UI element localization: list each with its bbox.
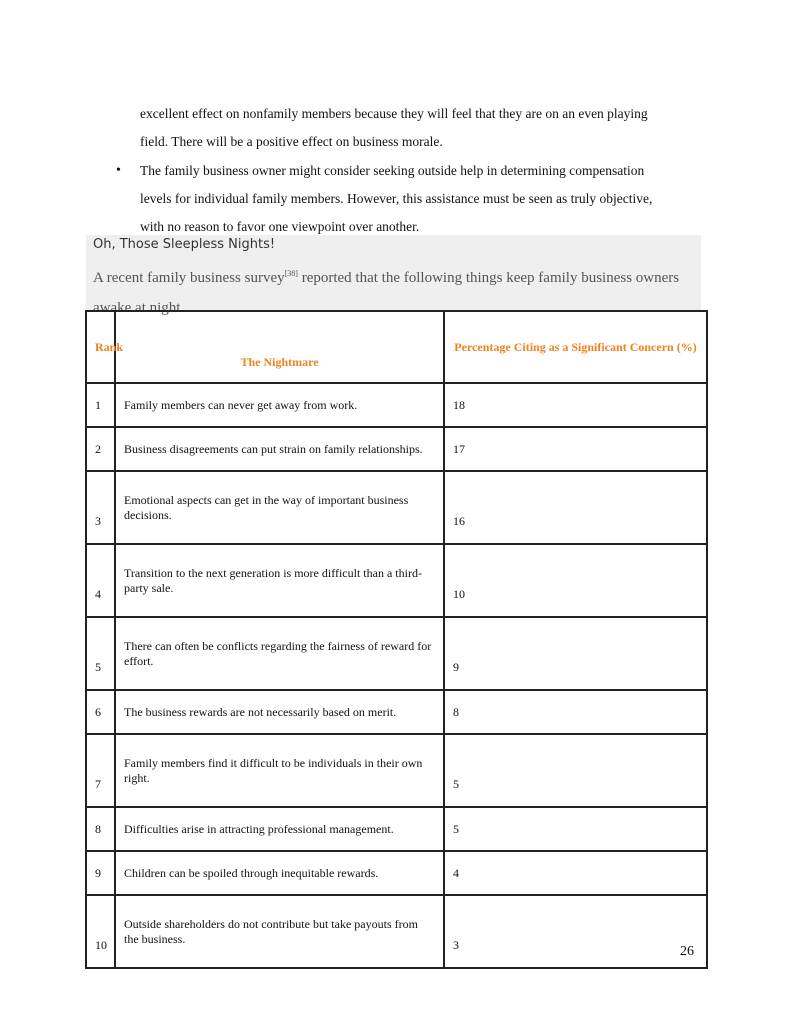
nightmare-cell: Family members can never get away from work. (115, 383, 444, 427)
table-row (86, 427, 707, 471)
nightmare-cell: Family members find it difficult to be individuals in their own right. (115, 734, 444, 807)
bullet-line: The family business owner might consider seeking outside help in determining compensation (140, 163, 645, 178)
rank-cell: 6 (86, 690, 115, 734)
table-row (86, 471, 707, 544)
nightmare-cell: Business disagreements can put strain on family relationships. (115, 427, 444, 471)
table-row (86, 895, 707, 968)
percentage-cell: 8 (444, 690, 707, 734)
table-header-row (86, 311, 707, 383)
nightmare-cell: Emotional aspects can get in the way of important business decisions. (115, 471, 444, 544)
percentage-cell: 17 (444, 427, 707, 471)
sidebar-text-start: A recent family business survey (93, 270, 285, 286)
sidebar-box (86, 235, 701, 316)
table-row (86, 383, 707, 427)
sidebar-title: Oh, Those Sleepless Nights! (93, 237, 276, 252)
header-percentage: Percentage Citing as a Significant Concern (%) (444, 311, 707, 383)
nightmare-cell: There can often be conflicts regarding the fairness of reward for effort. (115, 617, 444, 690)
rank-cell: 5 (86, 617, 115, 690)
bullet-line: levels for individual family members. However, this assistance must be seen as truly objective, (140, 191, 653, 206)
nightmare-cell: Transition to the next generation is more difficult than a third-party sale. (115, 544, 444, 617)
percentage-cell: 9 (444, 617, 707, 690)
nightmare-cell: Children can be spoiled through inequitable rewards. (115, 851, 444, 895)
nightmare-cell: Outside shareholders do not contribute but take payouts from the business. (115, 895, 444, 968)
header-nightmare: The Nightmare (115, 311, 444, 383)
nightmare-cell: Difficulties arise in attracting professional management. (115, 807, 444, 851)
rank-cell: 3 (86, 471, 115, 544)
table-row (86, 851, 707, 895)
table-row (86, 690, 707, 734)
percentage-cell: 10 (444, 544, 707, 617)
table-row (86, 734, 707, 807)
sidebar-text-end: reported that the following things keep family business owners awake at night. (93, 270, 680, 316)
rank-cell: 10 (86, 895, 115, 968)
rank-cell: 7 (86, 734, 115, 807)
percentage-cell: 5 (444, 807, 707, 851)
paragraph-line: excellent effect on nonfamily members because they will feel that they are on an even playing (140, 106, 648, 121)
header-rank: Rank (86, 311, 115, 383)
percentage-cell: 3 (444, 895, 707, 968)
percentage-cell: 5 (444, 734, 707, 807)
rank-cell: 1 (86, 383, 115, 427)
reference-link[interactable]: [38] (284, 269, 298, 278)
percentage-cell: 4 (444, 851, 707, 895)
percentage-cell: 18 (444, 383, 707, 427)
rank-cell: 9 (86, 851, 115, 895)
table-row (86, 807, 707, 851)
rank-cell: 2 (86, 427, 115, 471)
nightmares-table (85, 310, 708, 969)
paragraph-line: field. There will be a positive effect on business morale. (140, 134, 443, 149)
table-row (86, 617, 707, 690)
rank-cell: 4 (86, 544, 115, 617)
table-row (86, 544, 707, 617)
percentage-cell: 16 (444, 471, 707, 544)
rank-cell: 8 (86, 807, 115, 851)
page-number: 26 (680, 944, 694, 959)
bullet-icon: • (116, 163, 121, 178)
bullet-line: with no reason to favor one viewpoint over another. (140, 219, 420, 234)
nightmare-cell: The business rewards are not necessarily based on merit. (115, 690, 444, 734)
